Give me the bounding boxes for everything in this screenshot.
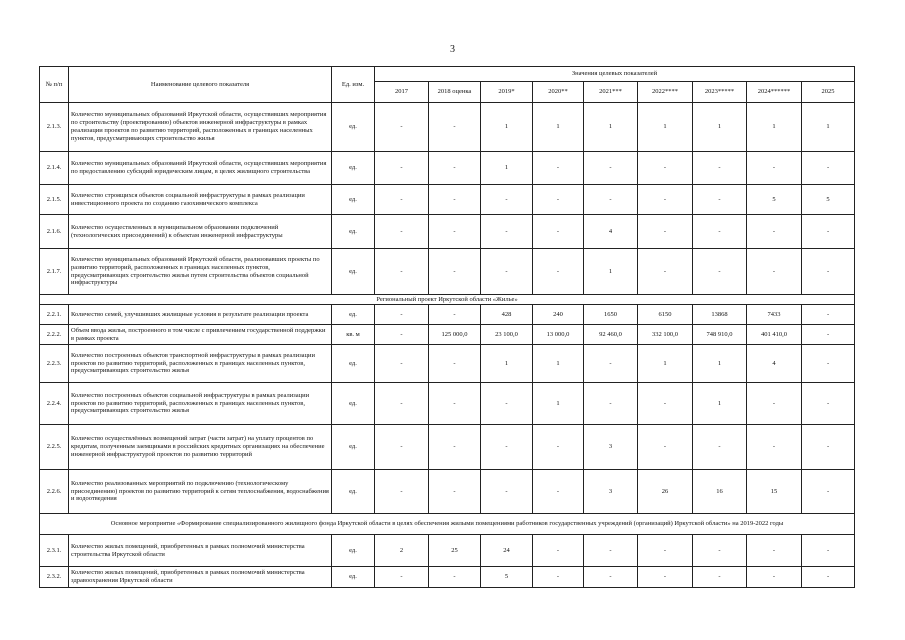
section-row xyxy=(40,514,855,535)
unit-cell: ед. xyxy=(332,215,375,249)
value-cell: - xyxy=(375,103,429,152)
value-cell: - xyxy=(584,567,638,588)
value-cell: 4 xyxy=(747,345,802,383)
value-cell: - xyxy=(802,383,855,425)
value-cell: - xyxy=(584,345,638,383)
value-cell: 2 xyxy=(375,535,429,567)
unit-cell: ед. xyxy=(332,470,375,514)
value-cell: 15 xyxy=(747,470,802,514)
value-cell: - xyxy=(481,470,533,514)
value-cell: - xyxy=(747,152,802,185)
value-cell: - xyxy=(747,535,802,567)
unit-cell: ед. xyxy=(332,567,375,588)
row-number: 2.3.2. xyxy=(40,567,69,588)
indicator-name: Количество построенных объектов транспортной инфраструктуры в рамках реализации проектов по развитию территорий, расположенных в границах населенных пунктов, предусматривающих строительство жилья xyxy=(69,345,332,383)
value-cell: - xyxy=(638,535,693,567)
value-cell: - xyxy=(533,152,584,185)
table-row xyxy=(40,185,855,215)
header-year: 2020** xyxy=(533,82,584,103)
row-number: 2.2.1. xyxy=(40,305,69,325)
value-cell: 1 xyxy=(533,103,584,152)
value-cell: 23 100,0 xyxy=(481,325,533,345)
table-body xyxy=(40,103,855,588)
value-cell: - xyxy=(429,383,481,425)
value-cell: - xyxy=(533,249,584,295)
header-num: № п/п xyxy=(40,67,69,103)
value-cell: - xyxy=(429,185,481,215)
value-cell: - xyxy=(429,345,481,383)
indicator-name: Количество семей, улучшивших жилищные условия в результате реализации проекта xyxy=(69,305,332,325)
table-row xyxy=(40,345,855,383)
value-cell: - xyxy=(693,185,747,215)
row-number: 2.1.4. xyxy=(40,152,69,185)
value-cell: 1650 xyxy=(584,305,638,325)
header-year: 2022**** xyxy=(638,82,693,103)
indicator-name: Количество реализованных мероприятий по подключению (технологическому присоединению) проектов по развитию территорий к сетям теплоснабжения, водоснабжения и водоотведения xyxy=(69,470,332,514)
row-number: 2.1.7. xyxy=(40,249,69,295)
value-cell: - xyxy=(375,470,429,514)
header-year: 2024****** xyxy=(747,82,802,103)
indicator-name: Количество муниципальных образований Иркутской области, осуществивших мероприятия по предоставлению субсидий юридическим лицам, в целях жилищного строительства xyxy=(69,152,332,185)
header-year: 2025 xyxy=(802,82,855,103)
value-cell: - xyxy=(802,425,855,470)
value-cell: 1 xyxy=(584,249,638,295)
table-row xyxy=(40,215,855,249)
value-cell: 3 xyxy=(584,425,638,470)
table-row xyxy=(40,383,855,425)
value-cell: - xyxy=(429,425,481,470)
unit-cell: ед. xyxy=(332,425,375,470)
value-cell: 1 xyxy=(481,345,533,383)
value-cell: - xyxy=(429,305,481,325)
row-number: 2.2.6. xyxy=(40,470,69,514)
value-cell: - xyxy=(638,425,693,470)
indicator-name: Количество муниципальных образований Иркутской области, реализовавших проекты по развитию территорий, расположенных в границах населенных пунктов, предусматривающих строительство жилья путем строительства объектов социальной инфраструктуры xyxy=(69,249,332,295)
value-cell: - xyxy=(802,215,855,249)
value-cell: 4 xyxy=(584,215,638,249)
value-cell: - xyxy=(693,215,747,249)
indicator-name: Количество осуществленных в муниципальном образовании подключений (технологических присоединений) к объектам инженерной инфраструктуры xyxy=(69,215,332,249)
value-cell: - xyxy=(802,567,855,588)
value-cell: - xyxy=(638,215,693,249)
row-number: 2.3.1. xyxy=(40,535,69,567)
unit-cell: ед. xyxy=(332,185,375,215)
value-cell: 13868 xyxy=(693,305,747,325)
value-cell: 92 460,0 xyxy=(584,325,638,345)
header-name: Наименование целевого показателя xyxy=(69,67,332,103)
header-year: 2019* xyxy=(481,82,533,103)
value-cell: - xyxy=(747,383,802,425)
row-number: 2.2.4. xyxy=(40,383,69,425)
value-cell: - xyxy=(802,470,855,514)
value-cell: - xyxy=(802,305,855,325)
value-cell: - xyxy=(693,567,747,588)
value-cell: - xyxy=(375,249,429,295)
table-row xyxy=(40,567,855,588)
value-cell: - xyxy=(375,305,429,325)
row-number: 2.1.6. xyxy=(40,215,69,249)
value-cell: 1 xyxy=(747,103,802,152)
value-cell: 748 910,0 xyxy=(693,325,747,345)
value-cell: - xyxy=(481,249,533,295)
value-cell: 25 xyxy=(429,535,481,567)
value-cell: 5 xyxy=(802,185,855,215)
value-cell: 7433 xyxy=(747,305,802,325)
value-cell: - xyxy=(375,567,429,588)
value-cell: - xyxy=(802,345,855,383)
value-cell: - xyxy=(693,425,747,470)
header-year: 2023***** xyxy=(693,82,747,103)
header-year: 2017 xyxy=(375,82,429,103)
value-cell: - xyxy=(533,425,584,470)
row-number: 2.1.3. xyxy=(40,103,69,152)
value-cell: 1 xyxy=(481,103,533,152)
value-cell: - xyxy=(638,249,693,295)
value-cell: - xyxy=(429,249,481,295)
value-cell: - xyxy=(429,103,481,152)
value-cell: - xyxy=(747,215,802,249)
value-cell: - xyxy=(375,345,429,383)
value-cell: - xyxy=(533,535,584,567)
target-indicators-table xyxy=(39,66,855,588)
value-cell: - xyxy=(429,470,481,514)
section-title: Региональный проект Иркутской области «Жилье» xyxy=(40,295,855,305)
value-cell: 428 xyxy=(481,305,533,325)
table-row xyxy=(40,425,855,470)
value-cell: - xyxy=(747,425,802,470)
value-cell: - xyxy=(429,152,481,185)
value-cell: - xyxy=(481,383,533,425)
value-cell: - xyxy=(375,425,429,470)
indicator-name: Количество жилых помещений, приобретенных в рамках полномочий министерства здравоохранения Иркутской области xyxy=(69,567,332,588)
indicator-name: Объем ввода жилья, построенного в том числе с привлечением государственной поддержки в рамках проекта xyxy=(69,325,332,345)
table-row xyxy=(40,152,855,185)
value-cell: 3 xyxy=(584,470,638,514)
value-cell: - xyxy=(533,567,584,588)
value-cell: - xyxy=(375,383,429,425)
value-cell: - xyxy=(638,185,693,215)
indicator-name: Количество муниципальных образований Иркутской области, осуществивших мероприятия по строительству (проектированию) объектов инженерной инфраструктуры в рамках реализации проектов по развитию территорий, расположенных в границах населенных пунктов, предусматривающих строительство жилья xyxy=(69,103,332,152)
value-cell: - xyxy=(584,185,638,215)
value-cell: 1 xyxy=(481,152,533,185)
value-cell: 1 xyxy=(638,345,693,383)
value-cell: - xyxy=(375,215,429,249)
value-cell: 24 xyxy=(481,535,533,567)
value-cell: 401 410,0 xyxy=(747,325,802,345)
indicator-name: Количество осуществлённых возмещений затрат (части затрат) на уплату процентов по кредитам, полученным заемщиками в российских кредитных организациях на обеспечение инженерной инфраструктурой проектов по развитию территорий xyxy=(69,425,332,470)
value-cell: 1 xyxy=(693,345,747,383)
row-number: 2.1.5. xyxy=(40,185,69,215)
value-cell: 6150 xyxy=(638,305,693,325)
value-cell: - xyxy=(693,535,747,567)
value-cell: - xyxy=(747,249,802,295)
indicator-name: Количество строящихся объектов социальной инфраструктуры в рамках реализации инвестиционного проекта по созданию газохимического комплекса xyxy=(69,185,332,215)
indicator-name: Количество построенных объектов социальной инфраструктуры в рамках реализации проектов по развитию территорий, расположенных в границах населенных пунктов, предусматривающих строительство жилья xyxy=(69,383,332,425)
header-year: 2021*** xyxy=(584,82,638,103)
value-cell: - xyxy=(533,185,584,215)
section-title: Основное мероприятие «Формирование специализированного жилищного фонда Иркутской области в целях обеспечения жилыми помещениями работников государственных учреждений (организаций) Иркутской области» на 2019-2022 годы xyxy=(40,514,855,535)
value-cell: - xyxy=(638,567,693,588)
value-cell: - xyxy=(802,249,855,295)
table-row xyxy=(40,535,855,567)
value-cell: 240 xyxy=(533,305,584,325)
value-cell: - xyxy=(375,325,429,345)
value-cell: - xyxy=(584,535,638,567)
unit-cell: ед. xyxy=(332,103,375,152)
value-cell: 16 xyxy=(693,470,747,514)
table-row xyxy=(40,103,855,152)
value-cell: 1 xyxy=(638,103,693,152)
section-row xyxy=(40,295,855,305)
table-row xyxy=(40,249,855,295)
unit-cell: ед. xyxy=(332,249,375,295)
header-unit: Ед. изм. xyxy=(332,67,375,103)
value-cell: - xyxy=(693,152,747,185)
value-cell: - xyxy=(375,185,429,215)
row-number: 2.2.2. xyxy=(40,325,69,345)
value-cell: - xyxy=(747,567,802,588)
value-cell: 13 000,0 xyxy=(533,325,584,345)
row-number: 2.2.3. xyxy=(40,345,69,383)
value-cell: - xyxy=(584,152,638,185)
unit-cell: ед. xyxy=(332,152,375,185)
unit-cell: ед. xyxy=(332,535,375,567)
value-cell: - xyxy=(533,215,584,249)
value-cell: - xyxy=(802,535,855,567)
value-cell: - xyxy=(481,425,533,470)
value-cell: - xyxy=(693,249,747,295)
header-values-group: Значения целевых показателей xyxy=(375,67,855,82)
value-cell: 5 xyxy=(747,185,802,215)
value-cell: - xyxy=(481,185,533,215)
value-cell: - xyxy=(584,383,638,425)
value-cell: 1 xyxy=(533,345,584,383)
table-row xyxy=(40,325,855,345)
header-year: 2018 оценка xyxy=(429,82,481,103)
value-cell: - xyxy=(802,152,855,185)
value-cell: - xyxy=(638,152,693,185)
value-cell: 1 xyxy=(693,103,747,152)
unit-cell: ед. xyxy=(332,345,375,383)
value-cell: 1 xyxy=(802,103,855,152)
row-number: 2.2.5. xyxy=(40,425,69,470)
value-cell: 26 xyxy=(638,470,693,514)
page-number: 3 xyxy=(450,44,455,55)
value-cell: - xyxy=(429,215,481,249)
unit-cell: кв. м xyxy=(332,325,375,345)
value-cell: 1 xyxy=(693,383,747,425)
value-cell: 1 xyxy=(533,383,584,425)
indicator-name: Количество жилых помещений, приобретенных в рамках полномочий министерства строительства Иркутской области xyxy=(69,535,332,567)
value-cell: - xyxy=(533,470,584,514)
value-cell: 5 xyxy=(481,567,533,588)
unit-cell: ед. xyxy=(332,305,375,325)
value-cell: 125 000,0 xyxy=(429,325,481,345)
value-cell: - xyxy=(375,152,429,185)
value-cell: - xyxy=(481,215,533,249)
unit-cell: ед. xyxy=(332,383,375,425)
value-cell: 1 xyxy=(584,103,638,152)
value-cell: - xyxy=(638,383,693,425)
value-cell: 332 100,0 xyxy=(638,325,693,345)
value-cell: - xyxy=(429,567,481,588)
value-cell: - xyxy=(802,325,855,345)
table-row xyxy=(40,470,855,514)
table-row xyxy=(40,305,855,325)
